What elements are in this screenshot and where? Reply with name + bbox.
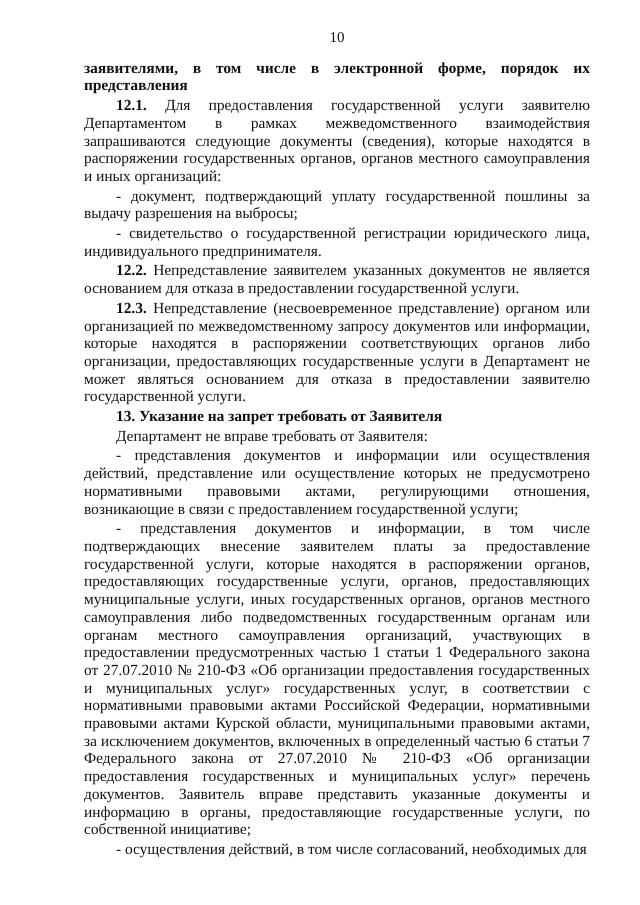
paragraph: [84, 447, 590, 518]
paragraph: [84, 428, 590, 446]
paragraph-text: - представления документов и информации, в том числе подтверждающих внесение заявителем платы за предоставление государственной услуги, которые находятся в распоряжении органов, предоставляющих государственные услуги, органов, предоставляющих муниципальные услуги, иных государственных органов, органов местного самоуправления либо подведомственных государственным органам или органам местного самоуправления организаций, участвующих в предоставлении предусмотренных частью 1 статьи 1 Федерального закона от 27.07.2010 № 210-ФЗ «Об организации предоставления государственных и муниципальных услуг» государственных услуг, в соответствии с нормативными правовыми актами Российской Федерации, нормативными правовыми актами Курской области, муниципальными правовыми актами, за исключением документов, включенных в определенный частью 6 статьи 7 Федерального закона от 27.07.2010 № 210-ФЗ «Об организации предоставления государственных и муниципальных услуг» перечень документов. Заявитель вправе представить указанные документы и информацию в органы, предоставляющие государственные услуги, по собственной инициативе;: [84, 520, 590, 839]
paragraph-text: Непредставление (несвоевременное представление) органом или организацией по межведомственному запросу документов или информации, которые находятся в распоряжении соответствующих органов либо организации, предоставляющих государственные услуги в Департамент не может являться основанием для отказа в предоставлении заявителю государственной услуги.: [84, 299, 590, 406]
paragraph-text: заявителями, в том числе в электронной форме, порядок их представления: [84, 59, 590, 95]
paragraph: [84, 300, 590, 406]
paragraph-text: - документ, подтверждающий уплату государственной пошлины за выдачу разрешения на выбросы;: [84, 187, 590, 223]
paragraph-text: Непредставление заявителем указанных документов не является основанием для отказа в предоставлении государственной услуги.: [84, 262, 590, 298]
paragraph-text: - осуществления действий, в том числе согласований, необходимых для: [116, 840, 587, 858]
paragraph-text: Для предоставления государственной услуги заявителю Департаментом в рамках межведомственного взаимодействия запрашиваются следующие документы (сведения), которые находятся в распоряжении государственных органов, органов местного самоуправления и иных организаций:: [84, 97, 590, 185]
paragraph-text: 13. Указание на запрет требовать от Заявителя: [116, 408, 443, 426]
paragraph: [84, 262, 590, 297]
paragraph: [84, 188, 590, 223]
paragraph-text: - свидетельство о государственной регистрации юридического лица, индивидуального предпринимателя.: [84, 225, 590, 260]
section-heading: [84, 408, 590, 426]
clause-number: 12.3.: [116, 299, 147, 317]
paragraph-text: - представления документов и информации или осуществления действий, представление или осуществление которых не предусмотрено нормативными правовыми актами, регулирующими отношения, возникающие в связи с предоставлением государственной услуги;: [84, 447, 590, 518]
paragraph: [84, 97, 590, 186]
document-body: [84, 60, 590, 859]
clause-number: 12.2.: [116, 262, 147, 280]
section-heading: [84, 60, 590, 95]
clause-number: 12.1.: [116, 97, 147, 115]
paragraph: [84, 841, 590, 859]
paragraph: [84, 225, 590, 260]
page-number: 10: [329, 30, 345, 46]
paragraph-text: Департамент не вправе требовать от Заявителя:: [116, 427, 428, 445]
paragraph: [84, 520, 590, 839]
